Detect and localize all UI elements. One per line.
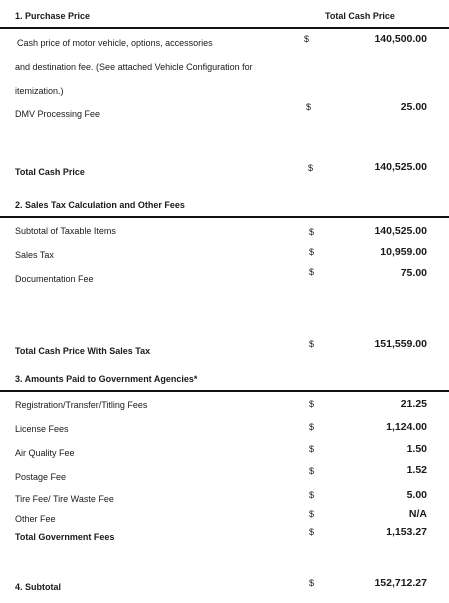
vehicle-price-label-line1: Cash price of motor vehicle, options, accessories (17, 38, 213, 48)
section4-heading: 4. Subtotal (15, 582, 62, 592)
total-government-fees-label: Total Government Fees (15, 532, 115, 542)
section1-divider (0, 27, 449, 29)
total-government-fees-amount: 1,153.27 (386, 526, 427, 538)
other-fee-currency: $ (309, 509, 315, 519)
taxable-subtotal-currency: $ (309, 227, 315, 237)
postage-fee-label: Postage Fee (15, 472, 67, 482)
air-quality-fee-label: Air Quality Fee (15, 448, 75, 458)
tire-fee-currency: $ (309, 490, 315, 500)
subtotal-amount: 152,712.27 (374, 577, 427, 589)
total-with-tax-label: Total Cash Price With Sales Tax (15, 346, 151, 356)
vehicle-price-label-line3: itemization.) (15, 86, 64, 96)
sales-tax-label: Sales Tax (15, 250, 54, 260)
postage-fee-currency: $ (309, 466, 315, 476)
other-fee-amount: N/A (408, 508, 427, 520)
air-quality-fee-amount: 1.50 (406, 443, 427, 455)
section1-heading: 1. Purchase Price (15, 11, 91, 21)
other-fee-label: Other Fee (15, 514, 56, 524)
registration-fees-label: Registration/Transfer/Titling Fees (15, 400, 148, 410)
vehicle-price-label-line2: and destination fee. (See attached Vehicle Configuration for (15, 62, 253, 72)
section2-divider (0, 216, 449, 218)
total-with-tax-amount: 151,559.00 (374, 338, 427, 350)
license-fees-label: License Fees (15, 424, 69, 434)
registration-fees-currency: $ (309, 399, 315, 409)
documentation-fee-currency: $ (309, 267, 315, 277)
postage-fee-amount: 1.52 (406, 464, 427, 476)
total-government-fees-currency: $ (309, 527, 315, 537)
vehicle-price-currency: $ (304, 34, 310, 44)
documentation-fee-label: Documentation Fee (15, 274, 94, 284)
total-cash-price-label: Total Cash Price (15, 167, 85, 177)
air-quality-fee-currency: $ (309, 444, 315, 454)
tire-fee-amount: 5.00 (406, 489, 427, 501)
dmv-fee-currency: $ (306, 102, 312, 112)
sales-tax-currency: $ (309, 247, 315, 257)
taxable-subtotal-amount: 140,525.00 (374, 225, 427, 237)
documentation-fee-amount: 75.00 (400, 267, 427, 279)
dmv-fee-amount: 25.00 (400, 101, 427, 113)
subtotal-currency: $ (309, 578, 315, 588)
license-fees-amount: 1,124.00 (386, 421, 427, 433)
section3-divider (0, 390, 449, 392)
total-with-tax-currency: $ (309, 339, 315, 349)
total-cash-price-currency: $ (308, 163, 314, 173)
total-cash-price-amount: 140,525.00 (374, 161, 427, 173)
registration-fees-amount: 21.25 (400, 398, 427, 410)
section2-heading: 2. Sales Tax Calculation and Other Fees (15, 200, 185, 210)
taxable-subtotal-label: Subtotal of Taxable Items (15, 226, 116, 236)
sales-tax-amount: 10,959.00 (380, 246, 427, 258)
column-header-total-cash-price: Total Cash Price (325, 11, 395, 21)
license-fees-currency: $ (309, 422, 315, 432)
dmv-fee-label: DMV Processing Fee (15, 109, 101, 119)
vehicle-price-amount: 140,500.00 (374, 33, 427, 45)
section3-heading: 3. Amounts Paid to Government Agencies* (15, 374, 198, 384)
tire-fee-label: Tire Fee/ Tire Waste Fee (15, 494, 114, 504)
